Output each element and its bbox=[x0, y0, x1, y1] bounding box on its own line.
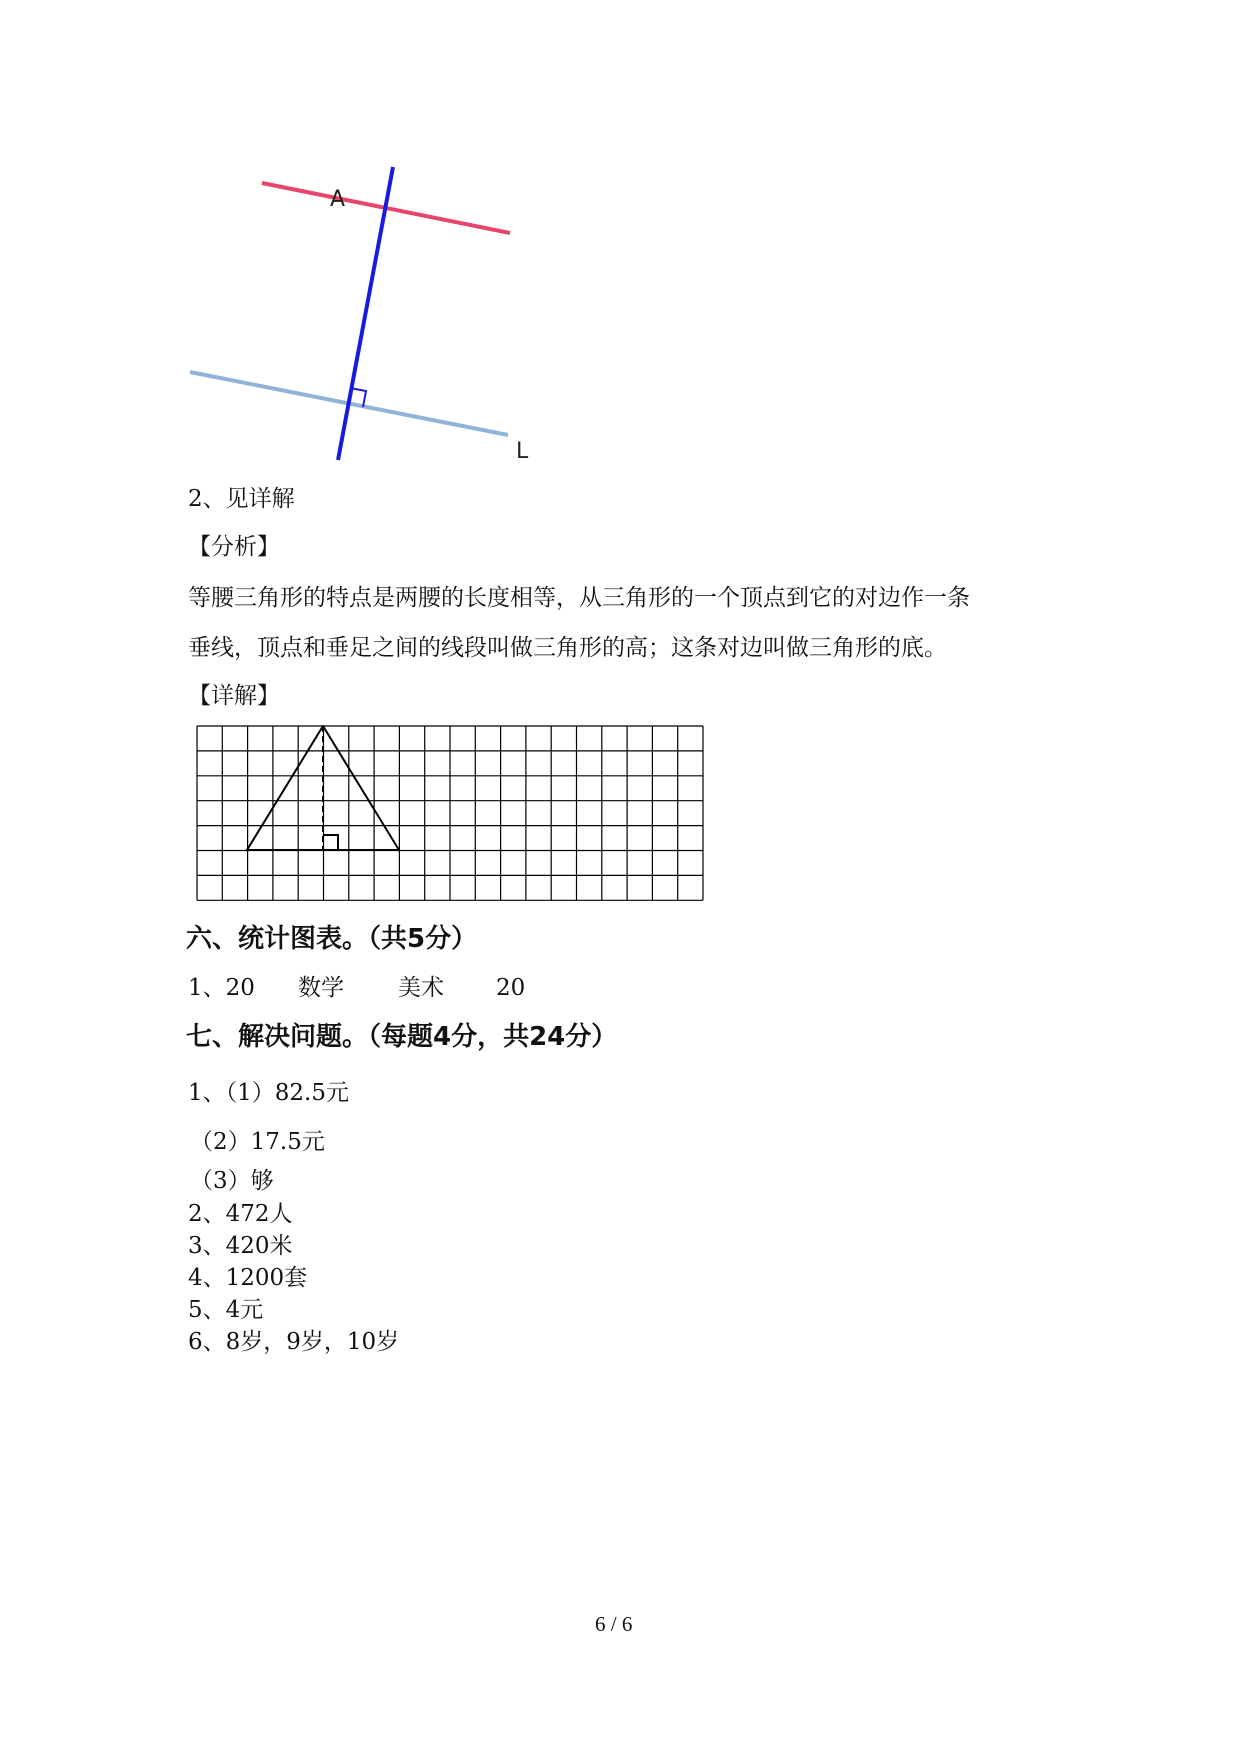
answer-4: 4、1200套 bbox=[188, 1265, 308, 1291]
right-angle-mark bbox=[323, 835, 338, 850]
answer-part: 美术 bbox=[398, 975, 444, 1001]
section-6-answer bbox=[188, 973, 525, 1003]
page-number: 6 / 6 bbox=[595, 1612, 633, 1636]
analysis-line-1: 等腰三角形的特点是两腰的长度相等，从三角形的一个顶点到它的对边作一条 bbox=[188, 585, 970, 611]
label-a: A bbox=[330, 187, 346, 212]
answer-1-3: （3）够 bbox=[190, 1168, 274, 1194]
answer-2: 2、472人 bbox=[188, 1201, 293, 1227]
triangle-grid-figure bbox=[196, 725, 706, 901]
perpendicular-lines-figure bbox=[180, 150, 540, 470]
answer-6: 6、8岁，9岁，10岁 bbox=[188, 1329, 400, 1355]
grid bbox=[197, 726, 703, 900]
answer-1-1: 1、（1）82.5元 bbox=[188, 1080, 349, 1106]
answer-3: 3、420米 bbox=[188, 1233, 293, 1259]
detail-label: 【详解】 bbox=[188, 683, 280, 709]
answer-part: 数学 bbox=[298, 975, 344, 1001]
analysis-line-2: 垂线，顶点和垂足之间的线段叫做三角形的高；这条对边叫做三角形的底。 bbox=[188, 635, 947, 661]
label-l: L bbox=[516, 439, 529, 464]
q2-title: 2、见详解 bbox=[188, 486, 295, 512]
answer-part: 20 bbox=[496, 975, 526, 1001]
section-6-heading: 六、统计图表。（共5分） bbox=[186, 924, 478, 954]
blue-perpendicular bbox=[338, 167, 393, 460]
section-7-heading: 七、解决问题。（每题4分，共24分） bbox=[186, 1022, 618, 1052]
answer-5: 5、4元 bbox=[188, 1297, 264, 1323]
answer-1-2: （2）17.5元 bbox=[190, 1129, 325, 1155]
answer-part: 1、20 bbox=[188, 975, 255, 1001]
analysis-label: 【分析】 bbox=[188, 534, 280, 560]
